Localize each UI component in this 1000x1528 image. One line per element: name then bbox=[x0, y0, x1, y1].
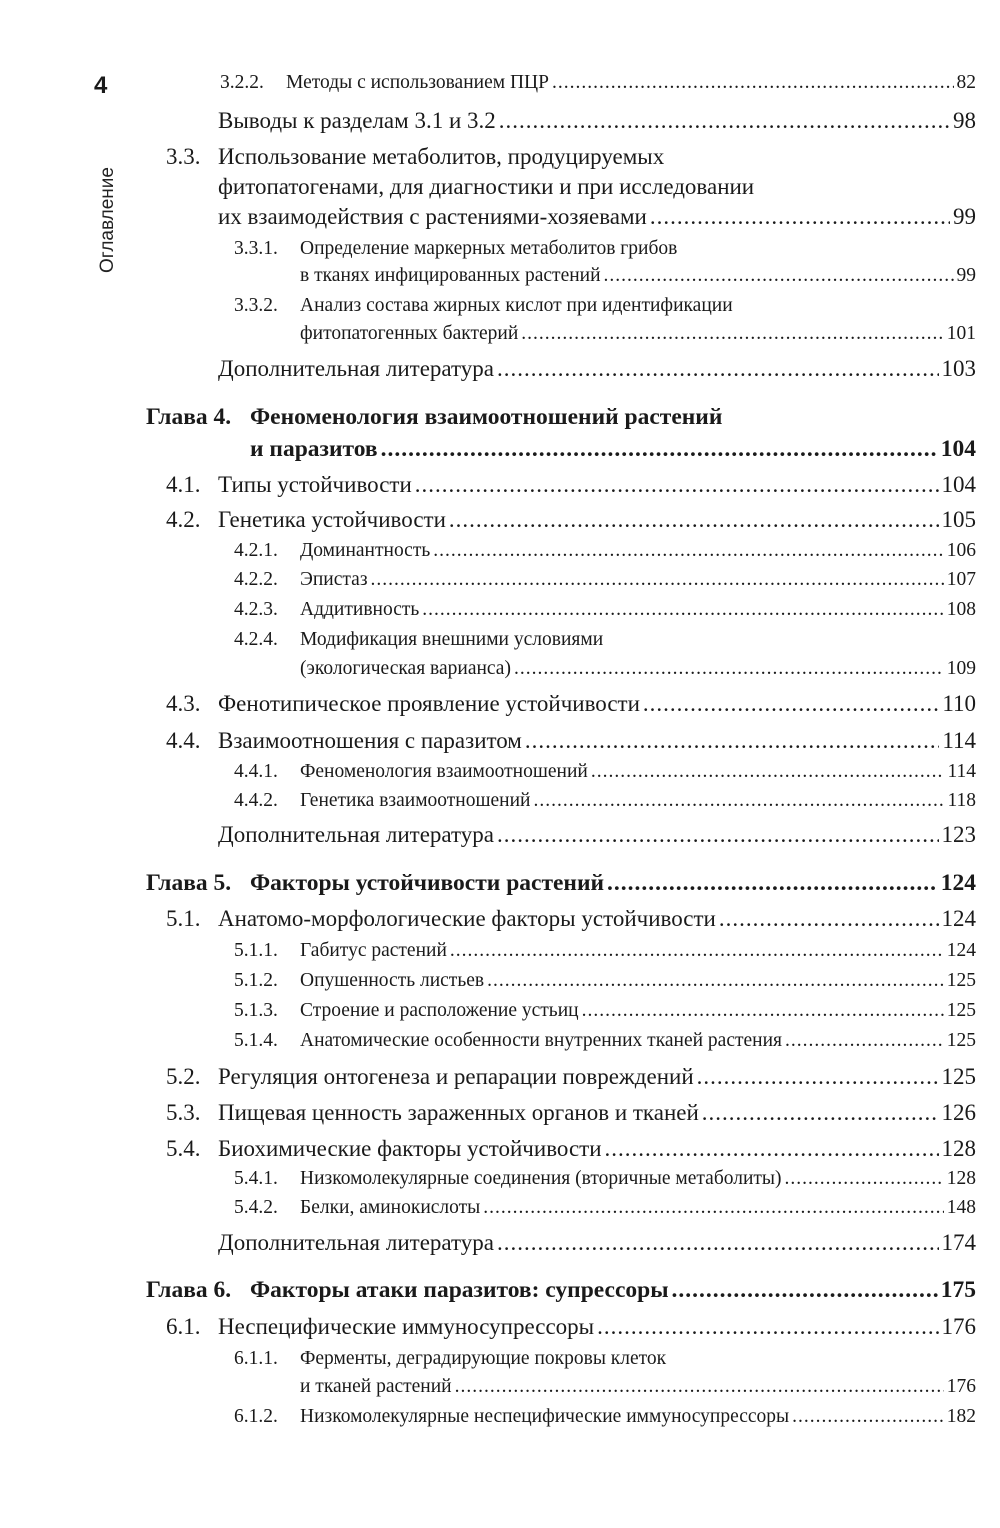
entry-title-line: Определение маркерных метаболитов грибов bbox=[300, 238, 678, 259]
entry-number: 3.3.1. bbox=[234, 238, 278, 259]
dot-leader bbox=[499, 108, 950, 134]
dot-leader bbox=[497, 822, 939, 848]
entry-page: 182 bbox=[946, 1406, 976, 1427]
dot-leader bbox=[582, 1000, 944, 1022]
entry-title: Опушенность листьев bbox=[300, 970, 485, 991]
entry-page: 101 bbox=[946, 323, 976, 344]
entry-page: 99 bbox=[956, 265, 976, 286]
chapter-title: Факторы атаки паразитов: супрессоры bbox=[250, 1277, 669, 1303]
dot-leader bbox=[449, 507, 939, 533]
entry-title: Регуляция онтогенеза и репарации повреждений bbox=[218, 1064, 694, 1089]
entry-title: Биохимические факторы устойчивости bbox=[218, 1136, 602, 1161]
entry-title-line: Модификация внешними условиями bbox=[300, 629, 604, 650]
chapter-title-line: Феноменология взаимоотношений растений bbox=[250, 404, 723, 430]
entry-title: Габитус растений bbox=[300, 940, 447, 961]
dot-leader bbox=[521, 323, 943, 345]
dot-leader bbox=[597, 1314, 938, 1340]
entry-page: 125 bbox=[941, 1064, 976, 1089]
entry-title: Эпистаз bbox=[300, 569, 368, 590]
entry-title: Строение и расположение устьиц bbox=[300, 1000, 579, 1021]
entry-number: 4.2.2. bbox=[234, 569, 278, 590]
entry-title: Взаимоотношения с паразитом bbox=[218, 728, 522, 753]
toc-entry-6-1-2[interactable] bbox=[234, 1406, 976, 1428]
toc-entry-5-4-2[interactable] bbox=[234, 1197, 976, 1219]
toc-chapter-4-last[interactable] bbox=[250, 436, 976, 463]
entry-page: 125 bbox=[946, 1000, 976, 1021]
dot-leader bbox=[719, 906, 939, 932]
dot-leader bbox=[702, 1100, 939, 1126]
dot-leader bbox=[487, 970, 944, 992]
entry-title: Анатомо-морфологические факторы устойчивости bbox=[218, 906, 716, 931]
entry-title: Феноменология взаимоотношений bbox=[300, 761, 588, 782]
entry-title: Анатомические особенности внутренних тканей растения bbox=[300, 1030, 783, 1051]
dot-leader bbox=[605, 1136, 939, 1162]
entry-title-line: (экологическая варианса) bbox=[300, 658, 511, 679]
entry-title: Генетика взаимоотношений bbox=[300, 790, 531, 811]
entry-number: 4.2.1. bbox=[234, 540, 278, 561]
entry-title: Дополнительная литература bbox=[218, 356, 494, 381]
chapter-label: Глава 5. bbox=[146, 870, 232, 896]
entry-page: 104 bbox=[940, 436, 976, 462]
toc-entry-6-1-1-last[interactable] bbox=[300, 1376, 976, 1398]
entry-number: 5.4. bbox=[166, 1136, 201, 1161]
toc-entry-3-3-1[interactable] bbox=[234, 238, 677, 260]
entry-title-line: Использование метаболитов, продуцируемых bbox=[218, 144, 665, 169]
entry-title-line: в тканях инфицированных растений bbox=[300, 265, 601, 286]
toc-entry-4-2-4-last[interactable] bbox=[300, 658, 976, 680]
entry-title-line: их взаимодействия с растениями-хозяевами bbox=[218, 204, 647, 229]
toc-entry-5-3[interactable] bbox=[166, 1100, 976, 1126]
entry-number: 5.1.2. bbox=[234, 970, 278, 991]
toc-entry-further-reading-4[interactable] bbox=[218, 822, 976, 848]
entry-title-line: и тканей растений bbox=[300, 1376, 452, 1397]
toc-entry-5-1-1[interactable] bbox=[234, 940, 976, 962]
entry-page: 106 bbox=[946, 540, 976, 561]
dot-leader bbox=[525, 728, 939, 754]
entry-page: 176 bbox=[941, 1314, 976, 1339]
entry-page: 109 bbox=[946, 658, 976, 679]
toc-entry-3-2-2[interactable] bbox=[220, 72, 976, 94]
entry-page: 124 bbox=[946, 940, 976, 961]
entry-title-line: Ферменты, деградирующие покровы клеток bbox=[300, 1348, 667, 1369]
entry-number: 5.2. bbox=[166, 1064, 201, 1089]
entry-number: 4.3. bbox=[166, 691, 201, 716]
toc-entry-5-1[interactable] bbox=[166, 906, 976, 932]
entry-page: 82 bbox=[956, 72, 976, 93]
dot-leader bbox=[604, 265, 954, 287]
entry-title: Аддитивность bbox=[300, 599, 420, 620]
entry-number: 6.1.1. bbox=[234, 1348, 278, 1369]
chapter-label: Глава 6. bbox=[146, 1277, 232, 1303]
toc-entry-4-2-2[interactable] bbox=[234, 569, 976, 591]
entry-title: Пищевая ценность зараженных органов и тканей bbox=[218, 1100, 699, 1125]
dot-leader bbox=[650, 204, 950, 230]
toc-entry-4-1[interactable] bbox=[166, 472, 976, 498]
toc-entry-4-2-3[interactable] bbox=[234, 599, 976, 621]
dot-leader bbox=[533, 790, 944, 812]
toc-entry-conclusions-3[interactable] bbox=[218, 108, 976, 134]
entry-page: 175 bbox=[940, 1277, 976, 1303]
dot-leader bbox=[514, 658, 944, 680]
entry-page: 125 bbox=[946, 1030, 976, 1051]
toc-entry-4-2-4[interactable] bbox=[234, 629, 603, 651]
entry-title: Методы с использованием ПЦР bbox=[286, 72, 549, 93]
dot-leader bbox=[785, 1030, 944, 1052]
entry-number: 5.3. bbox=[166, 1100, 201, 1125]
running-head: Оглавление bbox=[97, 167, 118, 273]
chapter-title-line: и паразитов bbox=[250, 436, 378, 462]
entry-number: 5.1.4. bbox=[234, 1030, 278, 1051]
dot-leader bbox=[552, 72, 954, 94]
toc-entry-4-2[interactable] bbox=[166, 507, 976, 533]
page-number: 4 bbox=[94, 72, 108, 99]
dot-leader bbox=[433, 540, 944, 562]
entry-page: 174 bbox=[941, 1230, 976, 1255]
entry-page: 126 bbox=[941, 1100, 976, 1125]
entry-page: 110 bbox=[942, 691, 976, 716]
entry-page: 128 bbox=[946, 1168, 976, 1189]
dot-leader bbox=[792, 1406, 944, 1428]
toc-entry-6-1-1[interactable] bbox=[234, 1348, 666, 1370]
toc-entry-5-1-3[interactable] bbox=[234, 1000, 976, 1022]
toc-entry-3-3-2-last[interactable] bbox=[300, 323, 976, 345]
entry-title: Дополнительная литература bbox=[218, 1230, 494, 1255]
entry-number: 3.3.2. bbox=[234, 295, 278, 316]
dot-leader bbox=[371, 569, 944, 591]
toc-chapter-5[interactable] bbox=[146, 870, 976, 897]
toc-entry-further-reading-5[interactable] bbox=[218, 1230, 976, 1256]
entry-title: Неспецифические иммуносупрессоры bbox=[218, 1314, 595, 1339]
toc-entry-further-reading-3[interactable] bbox=[218, 356, 976, 382]
entry-number: 3.2.2. bbox=[220, 72, 264, 93]
dot-leader bbox=[672, 1277, 938, 1304]
dot-leader bbox=[697, 1064, 939, 1090]
chapter-title: Факторы устойчивости растений bbox=[250, 870, 605, 896]
dot-leader bbox=[450, 940, 944, 962]
entry-page: 98 bbox=[953, 108, 976, 133]
entry-number: 4.4.2. bbox=[234, 790, 278, 811]
entry-page: 114 bbox=[947, 761, 976, 782]
dot-leader bbox=[483, 1197, 943, 1219]
entry-number: 3.3. bbox=[166, 144, 201, 169]
toc-entry-4-4-2[interactable] bbox=[234, 790, 976, 812]
entry-page: 124 bbox=[940, 870, 976, 896]
entry-page: 104 bbox=[941, 472, 976, 497]
entry-page: 105 bbox=[941, 507, 976, 532]
entry-number: 4.4.1. bbox=[234, 761, 278, 782]
toc-entry-5-2[interactable] bbox=[166, 1064, 976, 1090]
toc-entry-5-1-4[interactable] bbox=[234, 1030, 976, 1052]
dot-leader bbox=[455, 1376, 944, 1398]
dot-leader bbox=[415, 472, 939, 498]
entry-title-line: фитопатогенных бактерий bbox=[300, 323, 519, 344]
toc-chapter-6[interactable] bbox=[146, 1277, 976, 1304]
toc-chapter-4[interactable] bbox=[146, 404, 722, 431]
entry-page: 148 bbox=[946, 1197, 976, 1218]
entry-page: 107 bbox=[946, 569, 976, 590]
entry-number: 5.1. bbox=[166, 906, 201, 931]
entry-page: 118 bbox=[947, 790, 976, 811]
entry-number: 4.1. bbox=[166, 472, 201, 497]
entry-page: 124 bbox=[941, 906, 976, 931]
toc-entry-5-1-2[interactable] bbox=[234, 970, 976, 992]
entry-title: Фенотипическое проявление устойчивости bbox=[218, 691, 640, 716]
dot-leader bbox=[785, 1168, 944, 1190]
entry-title: Низкомолекулярные соединения (вторичные метаболиты) bbox=[300, 1168, 782, 1189]
entry-number: 4.2. bbox=[166, 507, 201, 532]
entry-number: 4.4. bbox=[166, 728, 201, 753]
entry-page: 108 bbox=[946, 599, 976, 620]
entry-title: Доминантность bbox=[300, 540, 431, 561]
dot-leader bbox=[591, 761, 945, 783]
toc-entry-3-3-1-last[interactable] bbox=[300, 265, 976, 287]
dot-leader bbox=[422, 599, 943, 621]
entry-number: 6.1. bbox=[166, 1314, 201, 1339]
entry-title: Дополнительная литература bbox=[218, 822, 494, 847]
dot-leader bbox=[643, 691, 939, 717]
toc-entry-3-3-cont bbox=[218, 174, 754, 200]
entry-title: Выводы к разделам 3.1 и 3.2 bbox=[218, 108, 496, 133]
toc-entry-4-4[interactable] bbox=[166, 728, 976, 754]
toc-entry-3-3-2[interactable] bbox=[234, 295, 733, 317]
entry-title-line: Анализ состава жирных кислот при идентификации bbox=[300, 295, 733, 316]
entry-page: 125 bbox=[946, 970, 976, 991]
entry-page: 103 bbox=[941, 356, 976, 381]
entry-page: 176 bbox=[946, 1376, 976, 1397]
dot-leader bbox=[381, 436, 938, 463]
dot-leader bbox=[607, 870, 938, 897]
toc-entry-4-3[interactable] bbox=[166, 691, 976, 717]
entry-page: 123 bbox=[941, 822, 976, 847]
entry-title: Типы устойчивости bbox=[218, 472, 412, 497]
entry-page: 114 bbox=[942, 728, 976, 753]
dot-leader bbox=[497, 356, 939, 382]
toc-entry-3-3[interactable] bbox=[166, 144, 664, 170]
toc-entry-4-4-1[interactable] bbox=[234, 761, 976, 783]
toc-entry-3-3-last[interactable] bbox=[218, 204, 976, 230]
entry-number: 5.1.1. bbox=[234, 940, 278, 961]
entry-title: Генетика устойчивости bbox=[218, 507, 446, 532]
entry-title: Белки, аминокислоты bbox=[300, 1197, 481, 1218]
entry-number: 4.2.4. bbox=[234, 629, 278, 650]
toc-entry-5-4[interactable] bbox=[166, 1136, 976, 1162]
toc-entry-4-2-1[interactable] bbox=[234, 540, 976, 562]
entry-number: 4.2.3. bbox=[234, 599, 278, 620]
entry-number: 5.4.2. bbox=[234, 1197, 278, 1218]
entry-page: 128 bbox=[941, 1136, 976, 1161]
entry-title-line: фитопатогенами, для диагностики и при исследовании bbox=[218, 174, 755, 199]
chapter-label: Глава 4. bbox=[146, 404, 232, 430]
toc-entry-6-1[interactable] bbox=[166, 1314, 976, 1340]
entry-number: 6.1.2. bbox=[234, 1406, 278, 1427]
entry-number: 5.4.1. bbox=[234, 1168, 278, 1189]
entry-number: 5.1.3. bbox=[234, 1000, 278, 1021]
toc-entry-5-4-1[interactable] bbox=[234, 1168, 976, 1190]
entry-page: 99 bbox=[953, 204, 976, 229]
dot-leader bbox=[497, 1230, 939, 1256]
entry-title: Низкомолекулярные неспецифические иммуносупрессоры bbox=[300, 1406, 790, 1427]
